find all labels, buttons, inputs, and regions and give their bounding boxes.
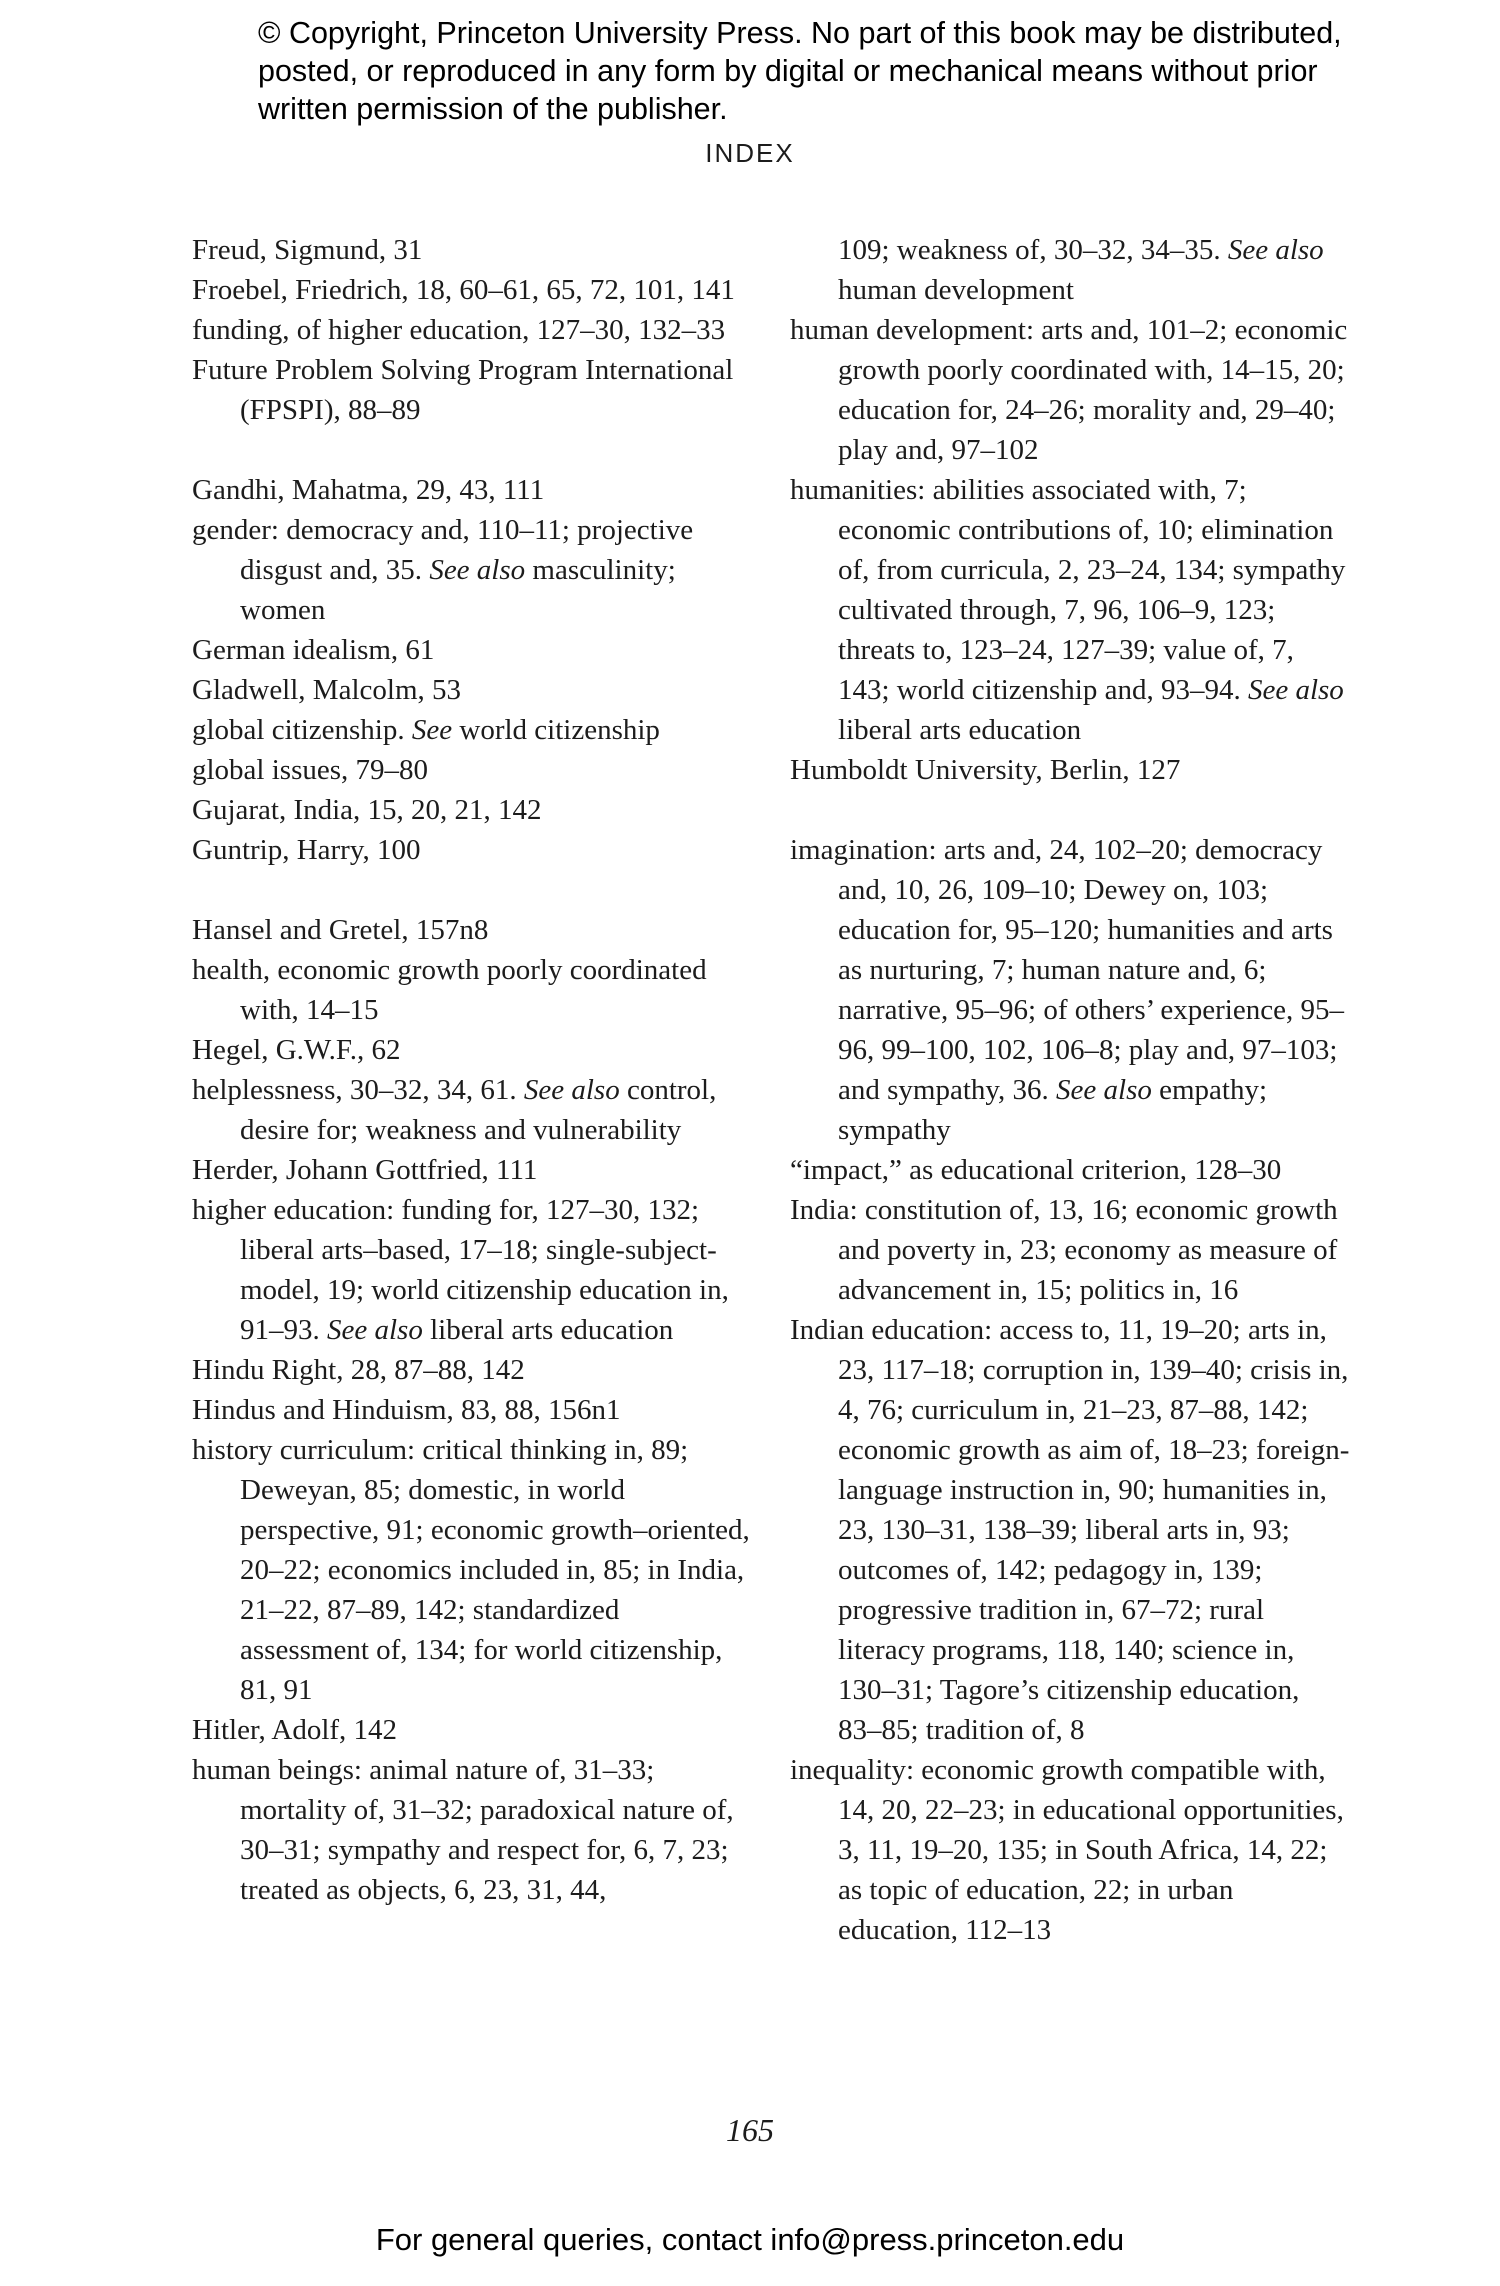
index-entry: higher education: funding for, 127–30, 132; liberal arts–based, 17–18; single-subject-model, 19; world citizenship education in, 91–93. See also liberal arts education xyxy=(192,1194,729,1346)
index-entry: imagination: arts and, 24, 102–20; democracy and, 10, 26, 109–10; Dewey on, 103; education for, 95–120; humanities and arts as nurturing, 7; human nature and, 6; narrative, 95–96; of others’ experience, 95–96, 99–100, 102, 106–8; play and, 97–103; and sympathy, 36. See also empathy; sympathy xyxy=(790,834,1344,1146)
index-entry: Froebel, Friedrich, 18, 60–61, 65, 72, 101, 141 xyxy=(192,274,735,306)
index-column-right xyxy=(790,230,1350,1950)
index-entry: health, economic growth poorly coordinated with, 14–15 xyxy=(192,954,707,1026)
index-entry: Herder, Johann Gottfried, 111 xyxy=(192,1154,538,1186)
index-entry: funding, of higher education, 127–30, 132–33 xyxy=(192,314,726,346)
index-entry: Gandhi, Mahatma, 29, 43, 111 xyxy=(192,474,545,506)
index-entry: Gladwell, Malcolm, 53 xyxy=(192,674,462,706)
index-entry: Future Problem Solving Program International (FPSPI), 88–89 xyxy=(192,354,734,426)
index-entry: “impact,” as educational criterion, 128–30 xyxy=(790,1154,1282,1186)
copyright-notice: © Copyright, Princeton University Press. No part of this book may be distributed, posted, or reproduced in any form by digital or mechanical means without prior written permission of the publisher. xyxy=(258,16,1342,126)
index-entry: humanities: abilities associated with, 7; economic contributions of, 10; elimination of, from curricula, 2, 23–24, 134; sympathy cultivated through, 7, 96, 106–9, 123; threats to, 123–24, 127–39; value of, 7, 143; world citizenship and, 93–94. See also liberal arts education xyxy=(790,474,1346,746)
index-entry: Humboldt University, Berlin, 127 xyxy=(790,754,1181,786)
index-entry: German idealism, 61 xyxy=(192,634,435,666)
page-number: 165 xyxy=(726,2112,774,2148)
index-entry: inequality: economic growth compatible with, 14, 20, 22–23; in educational opportunities, 3, 11, 19–20, 135; in South Africa, 14, 22; as topic of education, 22; in urban education, 112–13 xyxy=(790,1754,1344,1946)
index-entry: history curriculum: critical thinking in, 89; Deweyan, 85; domestic, in world perspective, 91; economic growth–oriented, 20–22; economics included in, 85; in India, 21–22, 87–89, 142; standardized assessment of, 134; for world citizenship, 81, 91 xyxy=(192,1434,750,1706)
index-entry: Hindus and Hinduism, 83, 88, 156n1 xyxy=(192,1394,621,1426)
index-entry: India: constitution of, 13, 16; economic growth and poverty in, 23; economy as measure of advancement in, 15; politics in, 16 xyxy=(790,1194,1338,1306)
running-header: INDEX xyxy=(705,138,795,168)
index-entry: global issues, 79–80 xyxy=(192,754,429,786)
index-entry: Hegel, G.W.F., 62 xyxy=(192,1034,401,1066)
index-entry: Gujarat, India, 15, 20, 21, 142 xyxy=(192,794,542,826)
index-entry: Indian education: access to, 11, 19–20; arts in, 23, 117–18; corruption in, 139–40; crisis in, 4, 76; curriculum in, 21–23, 87–88, 142; economic growth as aim of, 18–23; foreign-language instruction in, 90; humanities in, 23, 130–31, 138–39; liberal arts in, 93; outcomes of, 142; pedagogy in, 139; progressive tradition in, 67–72; rural literacy programs, 118, 140; science in, 130–31; Tagore’s citizenship education, 83–85; tradition of, 8 xyxy=(790,1314,1350,1746)
index-entry: Hitler, Adolf, 142 xyxy=(192,1714,398,1746)
index-entry: helplessness, 30–32, 34, 61. See also control, desire for; weakness and vulnerability xyxy=(192,1074,717,1146)
contact-footer: For general queries, contact info@press.princeton.edu xyxy=(375,2222,1125,2257)
index-entry: gender: democracy and, 110–11; projective disgust and, 35. See also masculinity; women xyxy=(192,514,694,626)
index-entry: 109; weakness of, 30–32, 34–35. See also human development xyxy=(838,234,1324,306)
index-column-left xyxy=(192,230,752,1910)
index-entry: Freud, Sigmund, 31 xyxy=(192,234,423,266)
index-entry: human beings: animal nature of, 31–33; mortality of, 31–32; paradoxical nature of, 30–31; sympathy and respect for, 6, 7, 23; treated as objects, 6, 23, 31, 44, xyxy=(192,1754,734,1906)
index-entry: Hindu Right, 28, 87–88, 142 xyxy=(192,1354,525,1386)
index-entry: global citizenship. See world citizenship xyxy=(192,714,660,746)
index-entry: Hansel and Gretel, 157n8 xyxy=(192,914,489,946)
index-entry: Guntrip, Harry, 100 xyxy=(192,834,421,866)
index-entry: human development: arts and, 101–2; economic growth poorly coordinated with, 14–15, 20; education for, 24–26; morality and, 29–40; play and, 97–102 xyxy=(790,314,1348,466)
